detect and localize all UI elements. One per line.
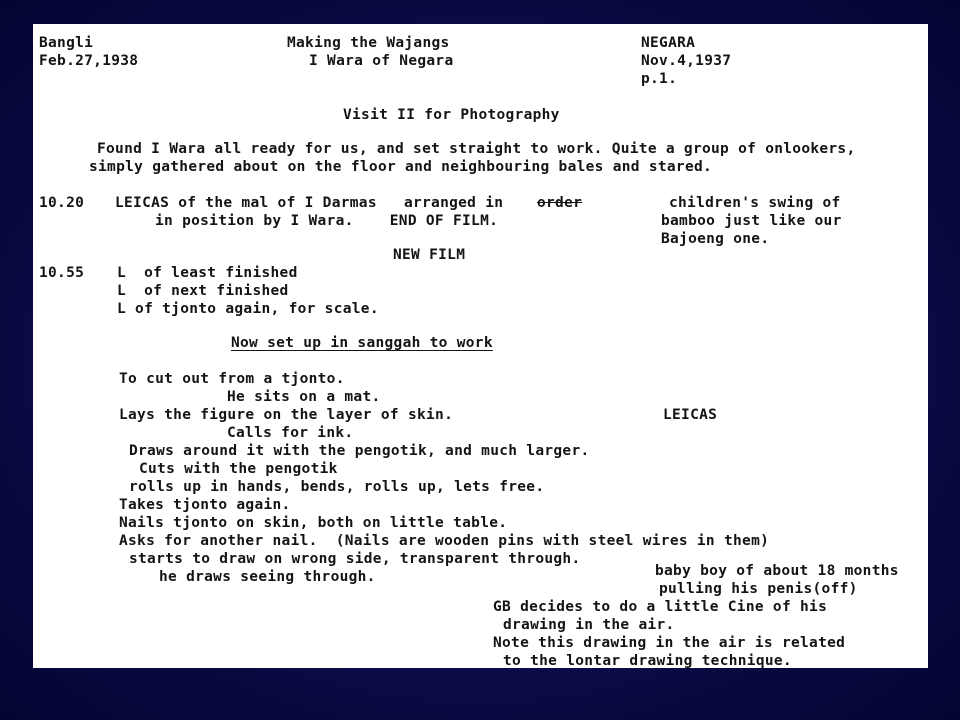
step-line: Asks for another nail. (Nails are wooden pins with steel wires in them) bbox=[119, 533, 770, 549]
side-note-swing-1: children's swing of bbox=[669, 195, 841, 211]
baby-note-line-2: pulling his penis(off) bbox=[659, 581, 858, 597]
entry-time-1055: 10.55 bbox=[39, 265, 85, 281]
step-line: Draws around it with the pengotik, and much larger. bbox=[129, 443, 590, 459]
step-line: Nails tjonto on skin, both on little table. bbox=[119, 515, 508, 531]
entry-1055-line-2: L of next finished bbox=[117, 283, 289, 299]
entry-1055-line-3: L of tjonto again, for scale. bbox=[117, 301, 379, 317]
gb-note-line: to the lontar drawing technique. bbox=[503, 653, 792, 668]
header-date-right: Nov.4,1937 bbox=[641, 53, 732, 69]
step-line: Takes tjonto again. bbox=[119, 497, 291, 513]
new-film-label: NEW FILM bbox=[393, 247, 466, 263]
header-location-left: Bangli bbox=[39, 35, 94, 51]
typed-document-page bbox=[33, 24, 928, 668]
document-title: Visit II for Photography bbox=[343, 107, 560, 123]
side-note-swing-2: bamboo just like our bbox=[661, 213, 842, 229]
gb-note-line: GB decides to do a little Cine of his bbox=[493, 599, 828, 615]
side-note-swing-3: Bajoeng one. bbox=[661, 231, 770, 247]
entry-1020-line-1: LEICAS of the mal of I Darmas arranged in bbox=[115, 195, 504, 211]
section-heading: Now set up in sanggah to work bbox=[231, 335, 493, 351]
entry-time-1020: 10.20 bbox=[39, 195, 85, 211]
step-line: To cut out from a tjonto. bbox=[119, 371, 345, 387]
entry-1020-line-2: in position by I Wara. END OF FILM. bbox=[155, 213, 499, 229]
step-line: he draws seeing through. bbox=[159, 569, 376, 585]
header-subtitle: I Wara of Negara bbox=[309, 53, 454, 69]
header-title: Making the Wajangs bbox=[287, 35, 450, 51]
baby-note-line-1: baby boy of about 18 months bbox=[655, 563, 899, 579]
step-line: He sits on a mat. bbox=[227, 389, 381, 405]
entry-1055-line-1: L of least finished bbox=[117, 265, 298, 281]
step-line: Cuts with the pengotik bbox=[139, 461, 338, 477]
step-line: Calls for ink. bbox=[227, 425, 354, 441]
step-line: starts to draw on wrong side, transparent through. bbox=[129, 551, 581, 567]
entry-1020-struck-word: order bbox=[537, 195, 583, 211]
step-line: Lays the figure on the layer of skin. bbox=[119, 407, 454, 423]
gb-note-line: drawing in the air. bbox=[503, 617, 675, 633]
intro-line-1: Found I Wara all ready for us, and set straight to work. Quite a group of onlookers, bbox=[97, 141, 856, 157]
intro-line-2: simply gathered about on the floor and neighbouring bales and stared. bbox=[89, 159, 713, 175]
gb-note-line: Note this drawing in the air is related bbox=[493, 635, 846, 651]
header-date-left: Feb.27,1938 bbox=[39, 53, 139, 69]
step-line: rolls up in hands, bends, rolls up, lets free. bbox=[129, 479, 545, 495]
header-location-right: NEGARA bbox=[641, 35, 696, 51]
header-page-number: p.1. bbox=[641, 71, 678, 87]
side-note-leicas: LEICAS bbox=[663, 407, 718, 423]
